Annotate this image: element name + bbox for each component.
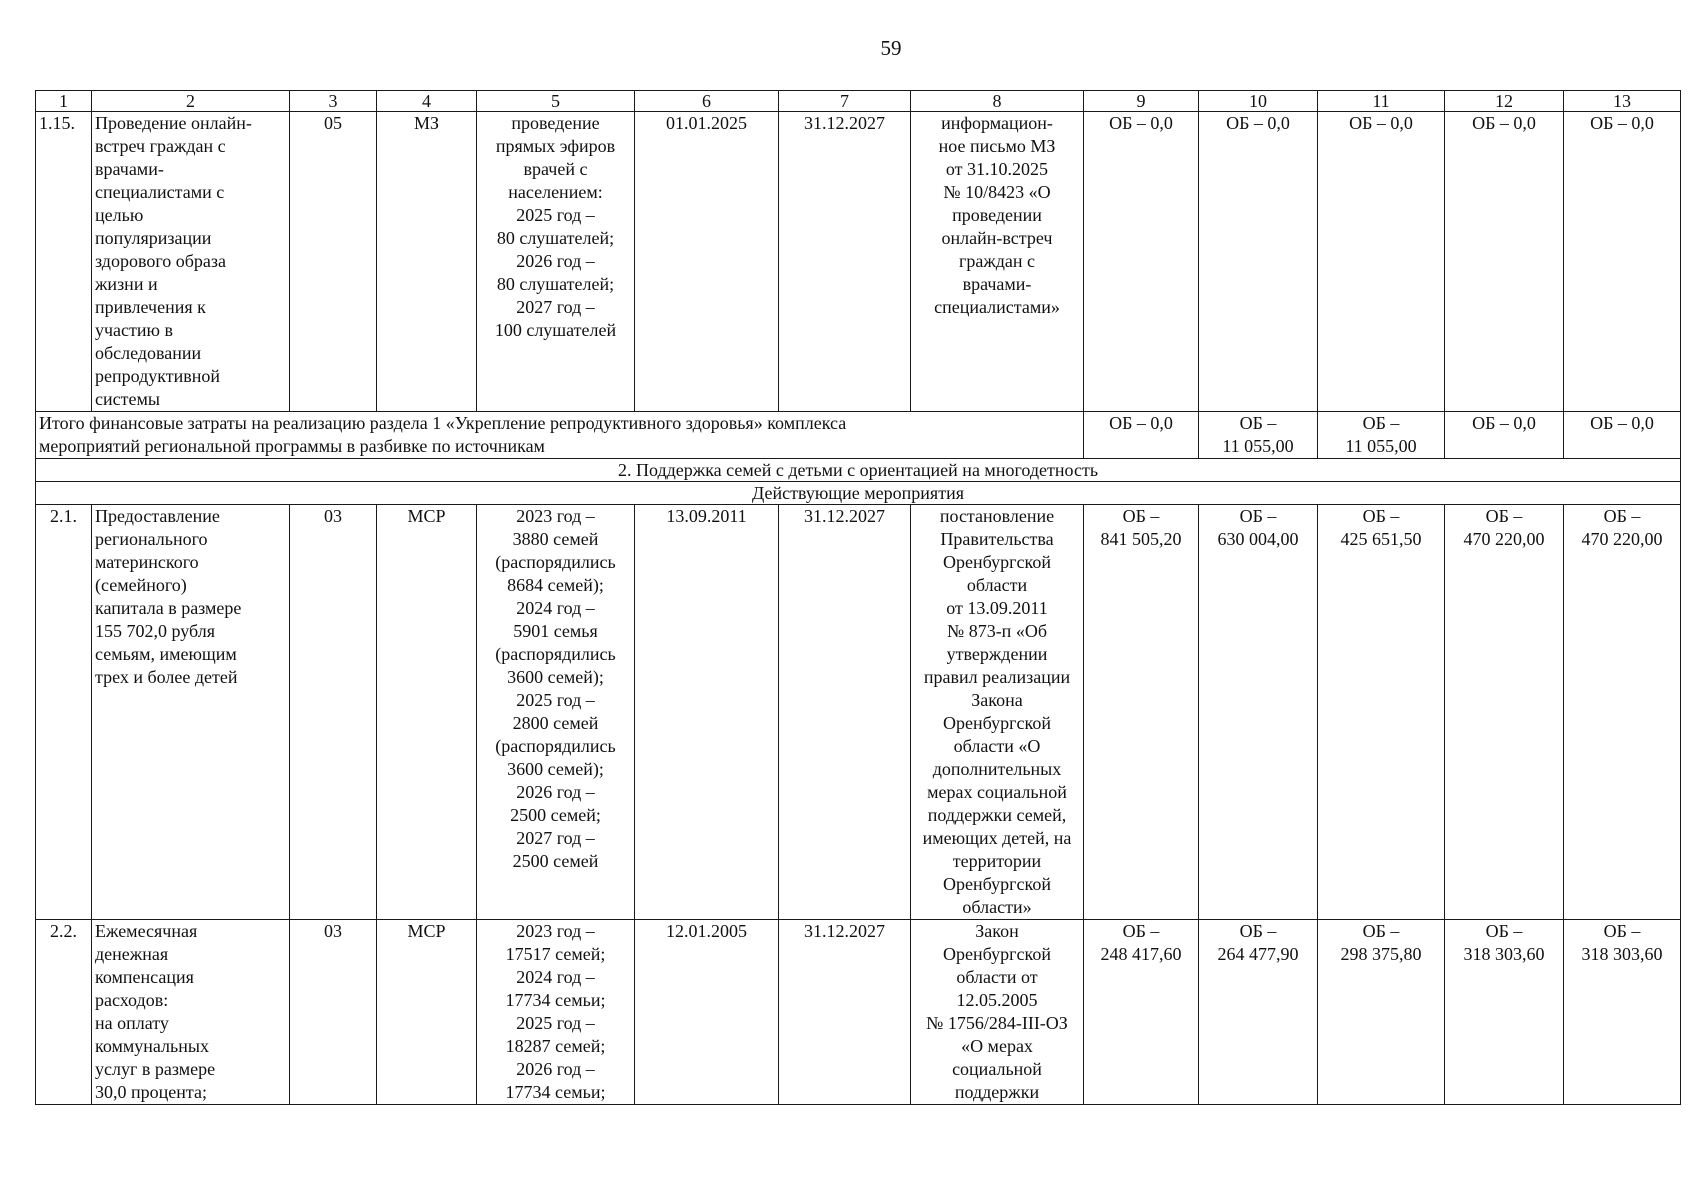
legal-basis: постановление Правительства Оренбургской области от 13.09.2011 № 873-п «Об утверждении правил реализации Закона Оренбургской области «О дополнительных мерах социальной поддержки семей, имеющих детей, на территории Оренбургской области» [911, 505, 1084, 920]
header-cell: 12 [1445, 91, 1564, 112]
funding-col-11: ОБ – 425 651,50 [1318, 505, 1445, 920]
funding-col-9: ОБ – 248 417,60 [1084, 920, 1199, 1105]
measure-code: 03 [290, 920, 377, 1105]
header-cell: 3 [290, 91, 377, 112]
header-cell: 4 [377, 91, 477, 112]
end-date: 31.12.2027 [779, 112, 911, 412]
section-heading: 2. Поддержка семей с детьми с ориентацией на многодетность [36, 459, 1681, 482]
funding-col-10: ОБ – 264 477,90 [1199, 920, 1318, 1105]
measure-name: Предоставление регионального материнского (семейного) капитала в размере 155 702,0 рубля семьям, имеющим трех и более детей [92, 505, 290, 920]
indicator: 2023 год – 3880 семей (распорядились 8684 семей); 2024 год – 5901 семья (распорядились 3600 семей); 2025 год – 2800 семей (распорядились 3600 семей); 2026 год – 2500 семей; 2027 год – 2500 семей [477, 505, 635, 920]
header-cell: 1 [36, 91, 92, 112]
measure-code: 03 [290, 505, 377, 920]
page-number: 59 [880, 36, 902, 60]
header-cell: 5 [477, 91, 635, 112]
measure-name: Проведение онлайн- встреч граждан с врачами- специалистами с целью популяризации здорового образа жизни и привлечения к участию в обследовании репродуктивной системы [92, 112, 290, 412]
executor: МЗ [377, 112, 477, 412]
funding-col-13: ОБ – 470 220,00 [1564, 505, 1681, 920]
total-label: Итого финансовые затраты на реализацию раздела 1 «Укрепление репродуктивного здоровья» комплекса мероприятий региональной программы в разбивке по источникам [36, 412, 1084, 459]
end-date: 31.12.2027 [779, 920, 911, 1105]
funding-col-13: ОБ – 318 303,60 [1564, 920, 1681, 1105]
subsection-heading: Действующие мероприятия [36, 482, 1681, 505]
row-number: 2.2. [36, 920, 92, 1105]
table-row-1-15 [36, 112, 1681, 412]
executor: МСР [377, 920, 477, 1105]
funding-col-11: ОБ – 298 375,80 [1318, 920, 1445, 1105]
start-date: 01.01.2025 [635, 112, 779, 412]
measure-name: Ежемесячная денежная компенсация расходов: на оплату коммунальных услуг в размере 30,0 процента; [92, 920, 290, 1105]
measures-table [35, 90, 1681, 1105]
header-cell: 10 [1199, 91, 1318, 112]
funding-col-9: ОБ – 0,0 [1084, 112, 1199, 412]
header-cell: 8 [911, 91, 1084, 112]
header-cell: 11 [1318, 91, 1445, 112]
start-date: 13.09.2011 [635, 505, 779, 920]
header-row [36, 91, 1681, 112]
total-col-10: ОБ – 11 055,00 [1199, 412, 1318, 459]
header-cell: 6 [635, 91, 779, 112]
total-row-section-1 [36, 412, 1681, 459]
funding-col-9: ОБ – 841 505,20 [1084, 505, 1199, 920]
legal-basis: информацион- ное письмо МЗ от 31.10.2025 № 10/8423 «О проведении онлайн-встреч граждан с врачами- специалистами» [911, 112, 1084, 412]
funding-col-11: ОБ – 0,0 [1318, 112, 1445, 412]
total-col-13: ОБ – 0,0 [1564, 412, 1681, 459]
table-row-2-1 [36, 505, 1681, 920]
row-number: 1.15. [36, 112, 92, 412]
table-row-2-2 [36, 920, 1681, 1105]
legal-basis: Закон Оренбургской области от 12.05.2005 № 1756/284-III-ОЗ «О мерах социальной поддержки [911, 920, 1084, 1105]
total-col-12: ОБ – 0,0 [1445, 412, 1564, 459]
header-cell: 13 [1564, 91, 1681, 112]
section-heading-row [36, 459, 1681, 482]
funding-col-10: ОБ – 0,0 [1199, 112, 1318, 412]
row-number: 2.1. [36, 505, 92, 920]
start-date: 12.01.2005 [635, 920, 779, 1105]
header-cell: 2 [92, 91, 290, 112]
funding-col-10: ОБ – 630 004,00 [1199, 505, 1318, 920]
total-col-9: ОБ – 0,0 [1084, 412, 1199, 459]
indicator: 2023 год – 17517 семей; 2024 год – 17734 семьи; 2025 год – 18287 семей; 2026 год – 17734 семьи; [477, 920, 635, 1105]
measure-code: 05 [290, 112, 377, 412]
executor: МСР [377, 505, 477, 920]
funding-col-12: ОБ – 470 220,00 [1445, 505, 1564, 920]
header-cell: 7 [779, 91, 911, 112]
funding-col-12: ОБ – 318 303,60 [1445, 920, 1564, 1105]
funding-col-13: ОБ – 0,0 [1564, 112, 1681, 412]
indicator: проведение прямых эфиров врачей с населением: 2025 год – 80 слушателей; 2026 год – 80 слушателей; 2027 год – 100 слушателей [477, 112, 635, 412]
total-col-11: ОБ – 11 055,00 [1318, 412, 1445, 459]
header-cell: 9 [1084, 91, 1199, 112]
end-date: 31.12.2027 [779, 505, 911, 920]
subsection-heading-row [36, 482, 1681, 505]
funding-col-12: ОБ – 0,0 [1445, 112, 1564, 412]
